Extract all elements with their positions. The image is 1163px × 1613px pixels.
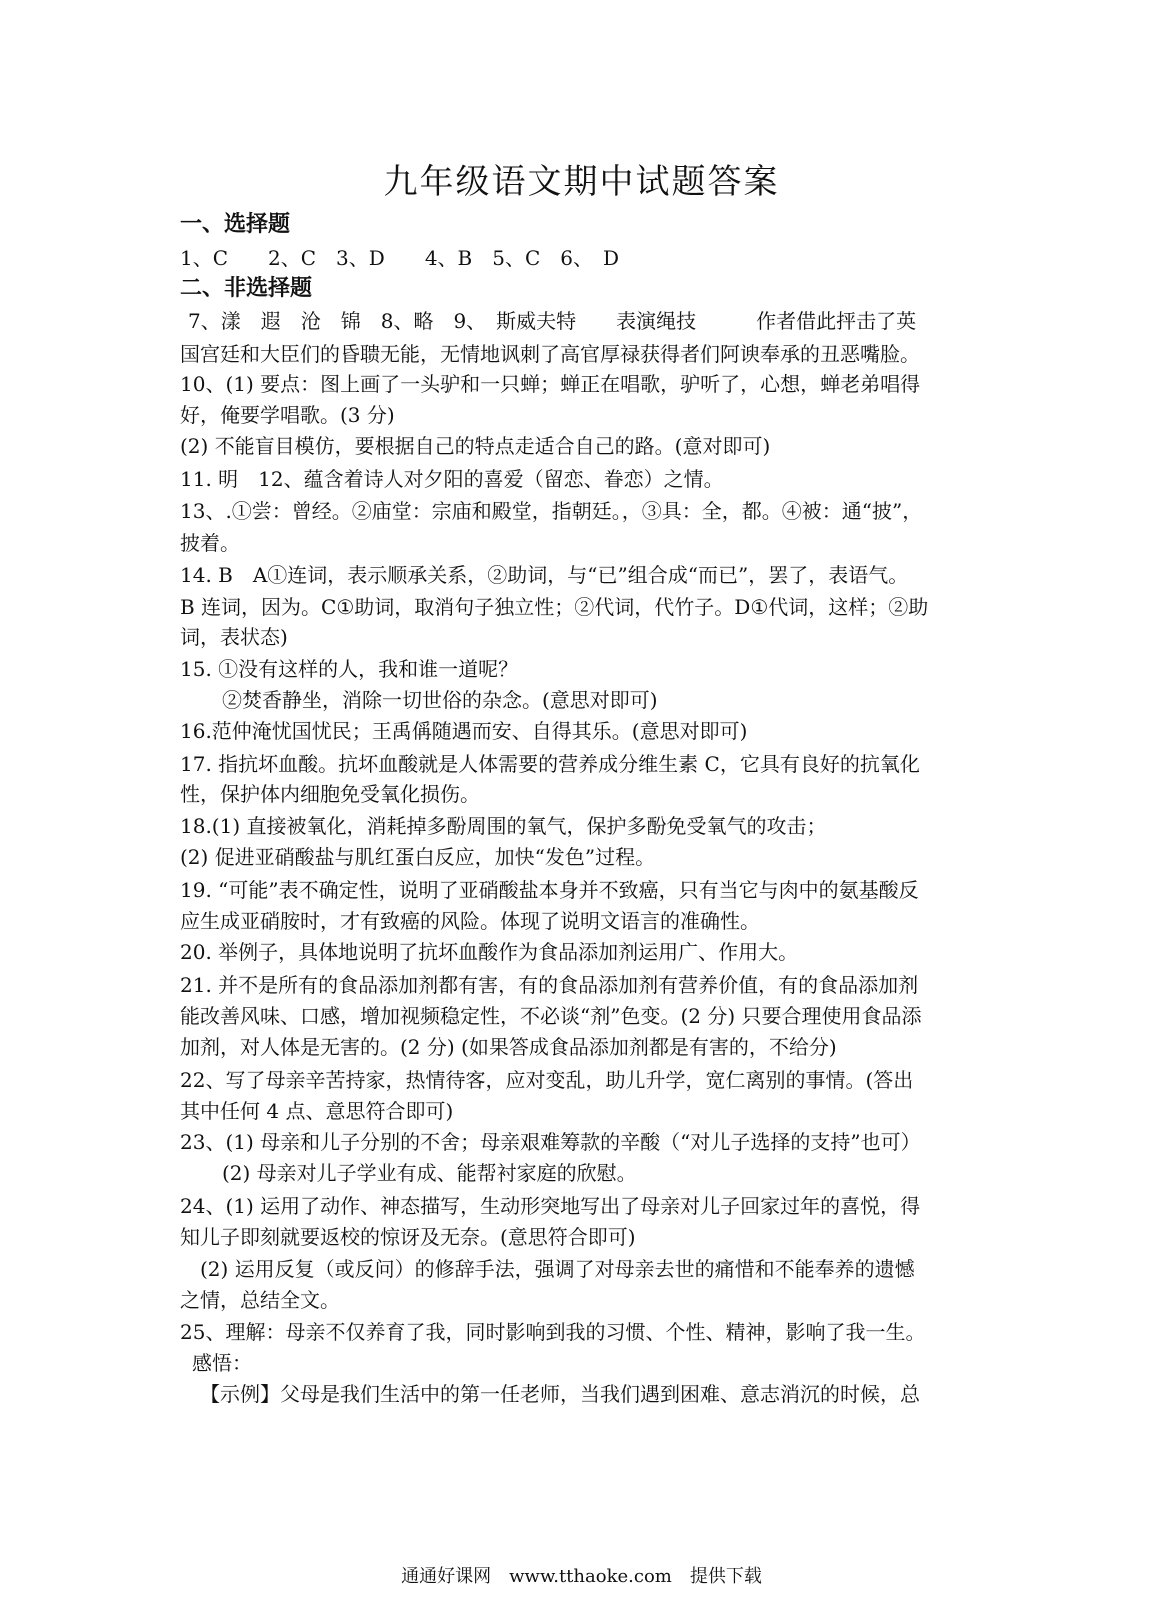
text-line: (2) 运用反复（或反问）的修辞手法，强调了对母亲去世的痛惜和不能奉养的遗憾 [200,1257,915,1281]
text-line: 18.(1) 直接被氧化，消耗掉多酚周围的氧气，保护多酚免受氧气的攻击； [180,814,827,838]
page-footer: 通通好课网 www.tthaoke.com 提供下载 [401,1566,762,1587]
text-line: (2) 不能盲目模仿，要根据自己的特点走适合自己的路。(意对即可) [180,434,771,458]
text-line: 词，表状态) [180,625,288,649]
text-line: 国宫廷和大臣们的昏聩无能，无情地讽刺了高官厚禄获得者们阿谀奉承的丑恶嘴脸。 [180,342,920,366]
text-line: ②焚香静坐，消除一切世俗的杂念。(意思对即可) [222,688,658,712]
text-line: 知儿子即刻就要返校的惊讶及无奈。(意思符合即可) [180,1225,636,1249]
text-line: 应生成亚硝胺时，才有致癌的风险。体现了说明文语言的准确性。 [180,909,760,933]
text-line: 加剂，对人体是无害的。(2 分) (如果答成食品添加剂都是有害的，不给分) [180,1035,837,1059]
text-line: 1、C 2、C 3、D 4、B 5、C 6、 D [180,246,620,270]
text-line: 19. “可能”表不确定性，说明了亚硝酸盐本身并不致癌，只有当它与肉中的氨基酸反 [180,878,919,902]
text-line: 16.范仲淹忧国忧民；王禹偁随遇而安、自得其乐。(意思对即可) [180,719,748,743]
text-line: 披着。 [180,531,240,555]
text-line: 能改善风味、口感，增加视频稳定性，不必谈“剂”色变。(2 分) 只要合理使用食品添 [180,1004,922,1028]
text-line: (2) 促进亚硝酸盐与肌红蛋白反应，加快“发色”过程。 [180,845,656,869]
text-line: 21. 并不是所有的食品添加剂都有害，有的食品添加剂有营养价值，有的食品添加剂 [180,973,919,997]
text-line: 10、(1) 要点：图上画了一头驴和一只蝉；蝉正在唱歌，驴听了，心想，蝉老弟唱得 [180,372,921,396]
text-line: 【示例】父母是我们生活中的第一任老师，当我们遇到困难、意志消沉的时候，总 [200,1382,920,1406]
section-heading: 二、非选择题 [180,275,313,301]
text-line: 23、(1) 母亲和儿子分别的不舍；母亲艰难筹款的辛酸（“对儿子选择的支持”也可） [180,1130,921,1154]
text-line: 13、.①尝：曾经。②庙堂：宗庙和殿堂，指朝廷。，③具：全，都。④被：通“披”， [180,499,923,523]
text-line: (2) 母亲对儿子学业有成、能帮衬家庭的欣慰。 [222,1161,637,1185]
text-line: 15. ①没有这样的人，我和谁一道呢？ [180,657,519,681]
text-line: 11. 明 12、蕴含着诗人对夕阳的喜爱（留恋、眷恋）之情。 [180,467,724,491]
text-line: 7、漾 遐 沧 锦 8、略 9、 斯威夫特 表演绳技 作者借此抨击了英 [188,309,917,333]
text-line: 之情，总结全文。 [180,1288,340,1312]
text-line: 17. 指抗坏血酸。抗坏血酸就是人体需要的营养成分维生素 C，它具有良好的抗氧化 [180,752,920,776]
text-line: B 连词，因为。C①助词，取消句子独立性；②代词，代竹子。D①代词，这样；②助 [180,595,929,619]
text-line: 好，俺要学唱歌。(3 分) [180,403,395,427]
text-line: 14. B A①连词，表示顺承关系，②助词，与“已”组合成“而已”，罢了，表语气。 [180,563,909,587]
section-heading: 一、选择题 [180,211,291,237]
text-line: 22、写了母亲辛苦持家，热情待客，应对变乱，助儿升学，宽仁离别的事情。(答出 [180,1068,914,1092]
text-line: 25、理解：母亲不仅养育了我，同时影响到我的习惯、个性、精神，影响了我一生。 [180,1320,926,1344]
text-line: 24、(1) 运用了动作、神态描写，生动形突地写出了母亲对儿子回家过年的喜悦，得 [180,1194,921,1218]
text-line: 性，保护体内细胞免受氧化损伤。 [180,782,480,806]
text-line: 其中任何 4 点、意思符合即可) [180,1099,454,1123]
text-line: 感悟： [192,1351,252,1375]
page-title: 九年级语文期中试题答案 [383,162,780,202]
text-line: 20. 举例子，具体地说明了抗坏血酸作为食品添加剂运用广、作用大。 [180,940,799,964]
